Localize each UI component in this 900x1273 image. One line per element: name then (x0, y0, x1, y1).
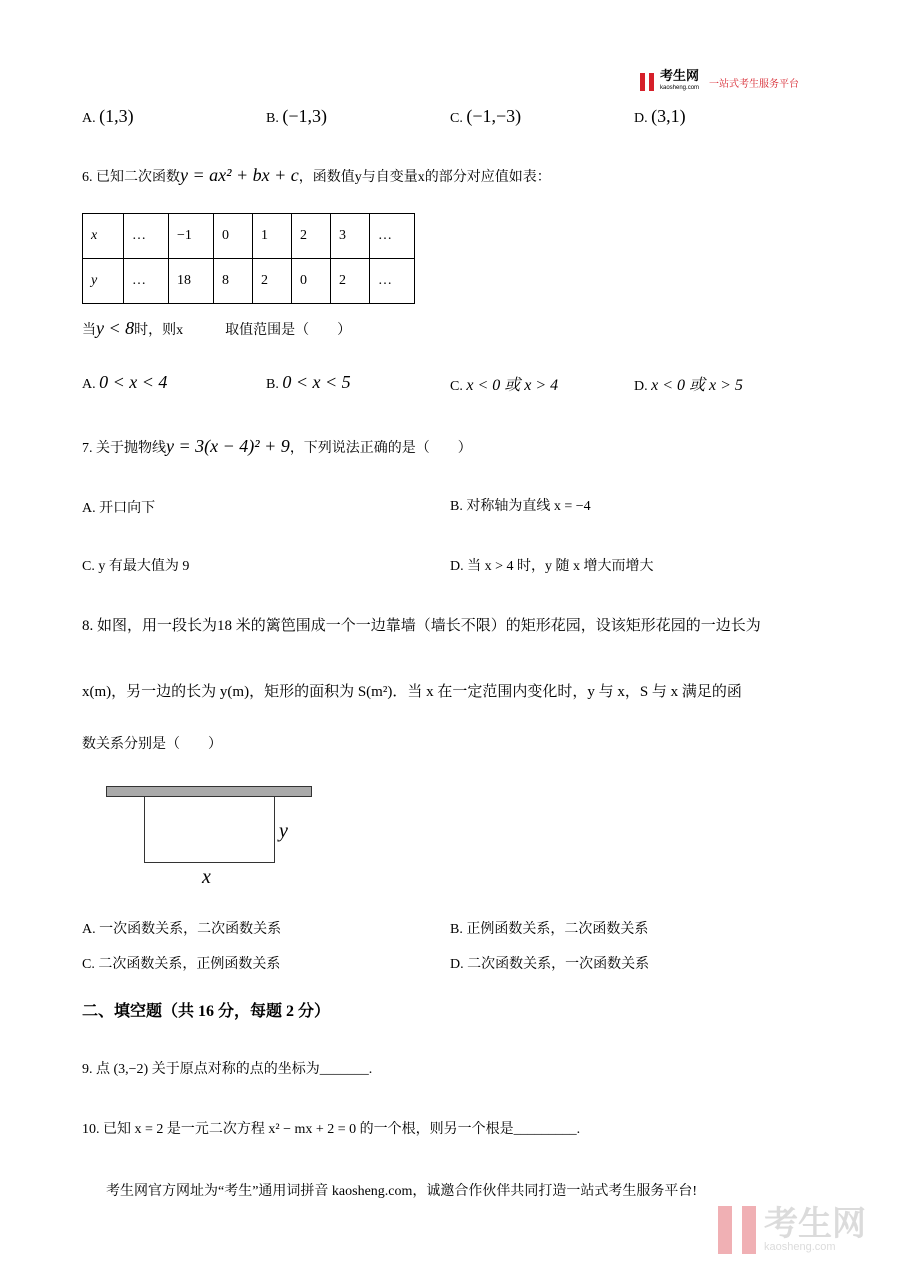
table-cell: x (83, 214, 124, 259)
section-title: 二、填空题（共 16 分，每题 2 分） (82, 1003, 331, 1020)
table-cell: 8 (214, 259, 253, 304)
brand-name: 考生网 (660, 68, 700, 83)
wall-figure (106, 786, 312, 797)
footer-note: 考生网官方网址为“考生”通用词拼音 kaosheng.com，诚邀合作伙伴共同打造一站式考生服务平台! (106, 1184, 698, 1199)
figure-label-x: x (202, 866, 211, 888)
figure-label-y: y (279, 820, 288, 842)
table-row (83, 214, 415, 259)
q6-value-table (82, 213, 415, 304)
q10: 10. 已知 x = 2 是一元二次方程 x² − mx + 2 = 0 的一个根，则另一个根是_________. (82, 1122, 581, 1137)
q6-condition: 当y < 8时，则x 取值范围是（ ） (82, 318, 352, 338)
q8-option-a: A. 一次函数关系，二次函数关系 (82, 922, 282, 937)
logo-icon (640, 73, 654, 91)
table-cell: 0 (292, 259, 331, 304)
table-cell: 1 (253, 214, 292, 259)
q7-option-c: C. y 有最大值为 9 (82, 559, 190, 574)
q7-stem: 7. 关于抛物线y = 3(x − 4)² + 9，下列说法正确的是（ ） (82, 436, 472, 456)
q7-option-a: A. 开口向下 (82, 501, 156, 516)
q9: 9. 点 (3,−2) 关于原点对称的点的坐标为_______. (82, 1062, 373, 1077)
q5-option-b: B. (−1,3) (266, 106, 327, 126)
header-logo (640, 70, 799, 94)
table-row (83, 259, 415, 304)
watermark-logo: 考生网 kaosheng.com (718, 1206, 866, 1254)
q7-option-d: D. 当 x > 4 时，y 随 x 增大而增大 (450, 559, 654, 574)
table-cell: … (124, 214, 169, 259)
q8-option-c: C. 二次函数关系，正例函数关系 (82, 957, 281, 972)
q8-option-b: B. 正例函数关系，二次函数关系 (450, 922, 649, 937)
q6-option-a: A. 0 < x < 4 (82, 372, 168, 392)
q7-option-b: B. 对称轴为直线 x = −4 (450, 499, 591, 514)
table-cell: … (124, 259, 169, 304)
table-cell: 2 (292, 214, 331, 259)
table-cell: 0 (214, 214, 253, 259)
q6-option-b: B. 0 < x < 5 (266, 372, 351, 392)
q8-stem-line2: x(m)，另一边的长为 y(m)，矩形的面积为 S(m²)．当 x 在一定范围内变化时，y 与 x，S 与 x 满足的函 (82, 684, 742, 700)
table-cell: −1 (169, 214, 214, 259)
table-cell: y (83, 259, 124, 304)
q5-option-a: A. (1,3) (82, 106, 134, 126)
table-cell: 18 (169, 259, 214, 304)
q5-option-c: C. (−1,−3) (450, 106, 522, 126)
table-cell: 3 (331, 214, 370, 259)
q6-stem: 6. 已知二次函数y = ax² + bx + c，函数值y与自变量x的部分对应值如表： (82, 165, 551, 185)
slogan: 一站式考生服务平台 (709, 78, 800, 90)
q5-option-d: D. (3,1) (634, 106, 686, 126)
q8-stem-line3: 数关系分别是（ ） (82, 737, 222, 752)
table-cell: 2 (253, 259, 292, 304)
garden-rectangle-figure (144, 797, 275, 863)
q8-stem-line1: 8. 如图，用一段长为18 米的篱笆围成一个一边靠墙（墙长不限）的矩形花园，设该矩形花园的一边长为 (82, 618, 761, 634)
brand-url: kaosheng.com (660, 85, 700, 91)
q6-option-d: D. x < 0 或 x > 5 (634, 377, 743, 394)
q8-option-d: D. 二次函数关系，一次函数关系 (450, 957, 650, 972)
table-cell: … (370, 259, 415, 304)
watermark-icon (718, 1206, 756, 1254)
table-cell: … (370, 214, 415, 259)
q6-option-c: C. x < 0 或 x > 4 (450, 377, 559, 394)
table-cell: 2 (331, 259, 370, 304)
